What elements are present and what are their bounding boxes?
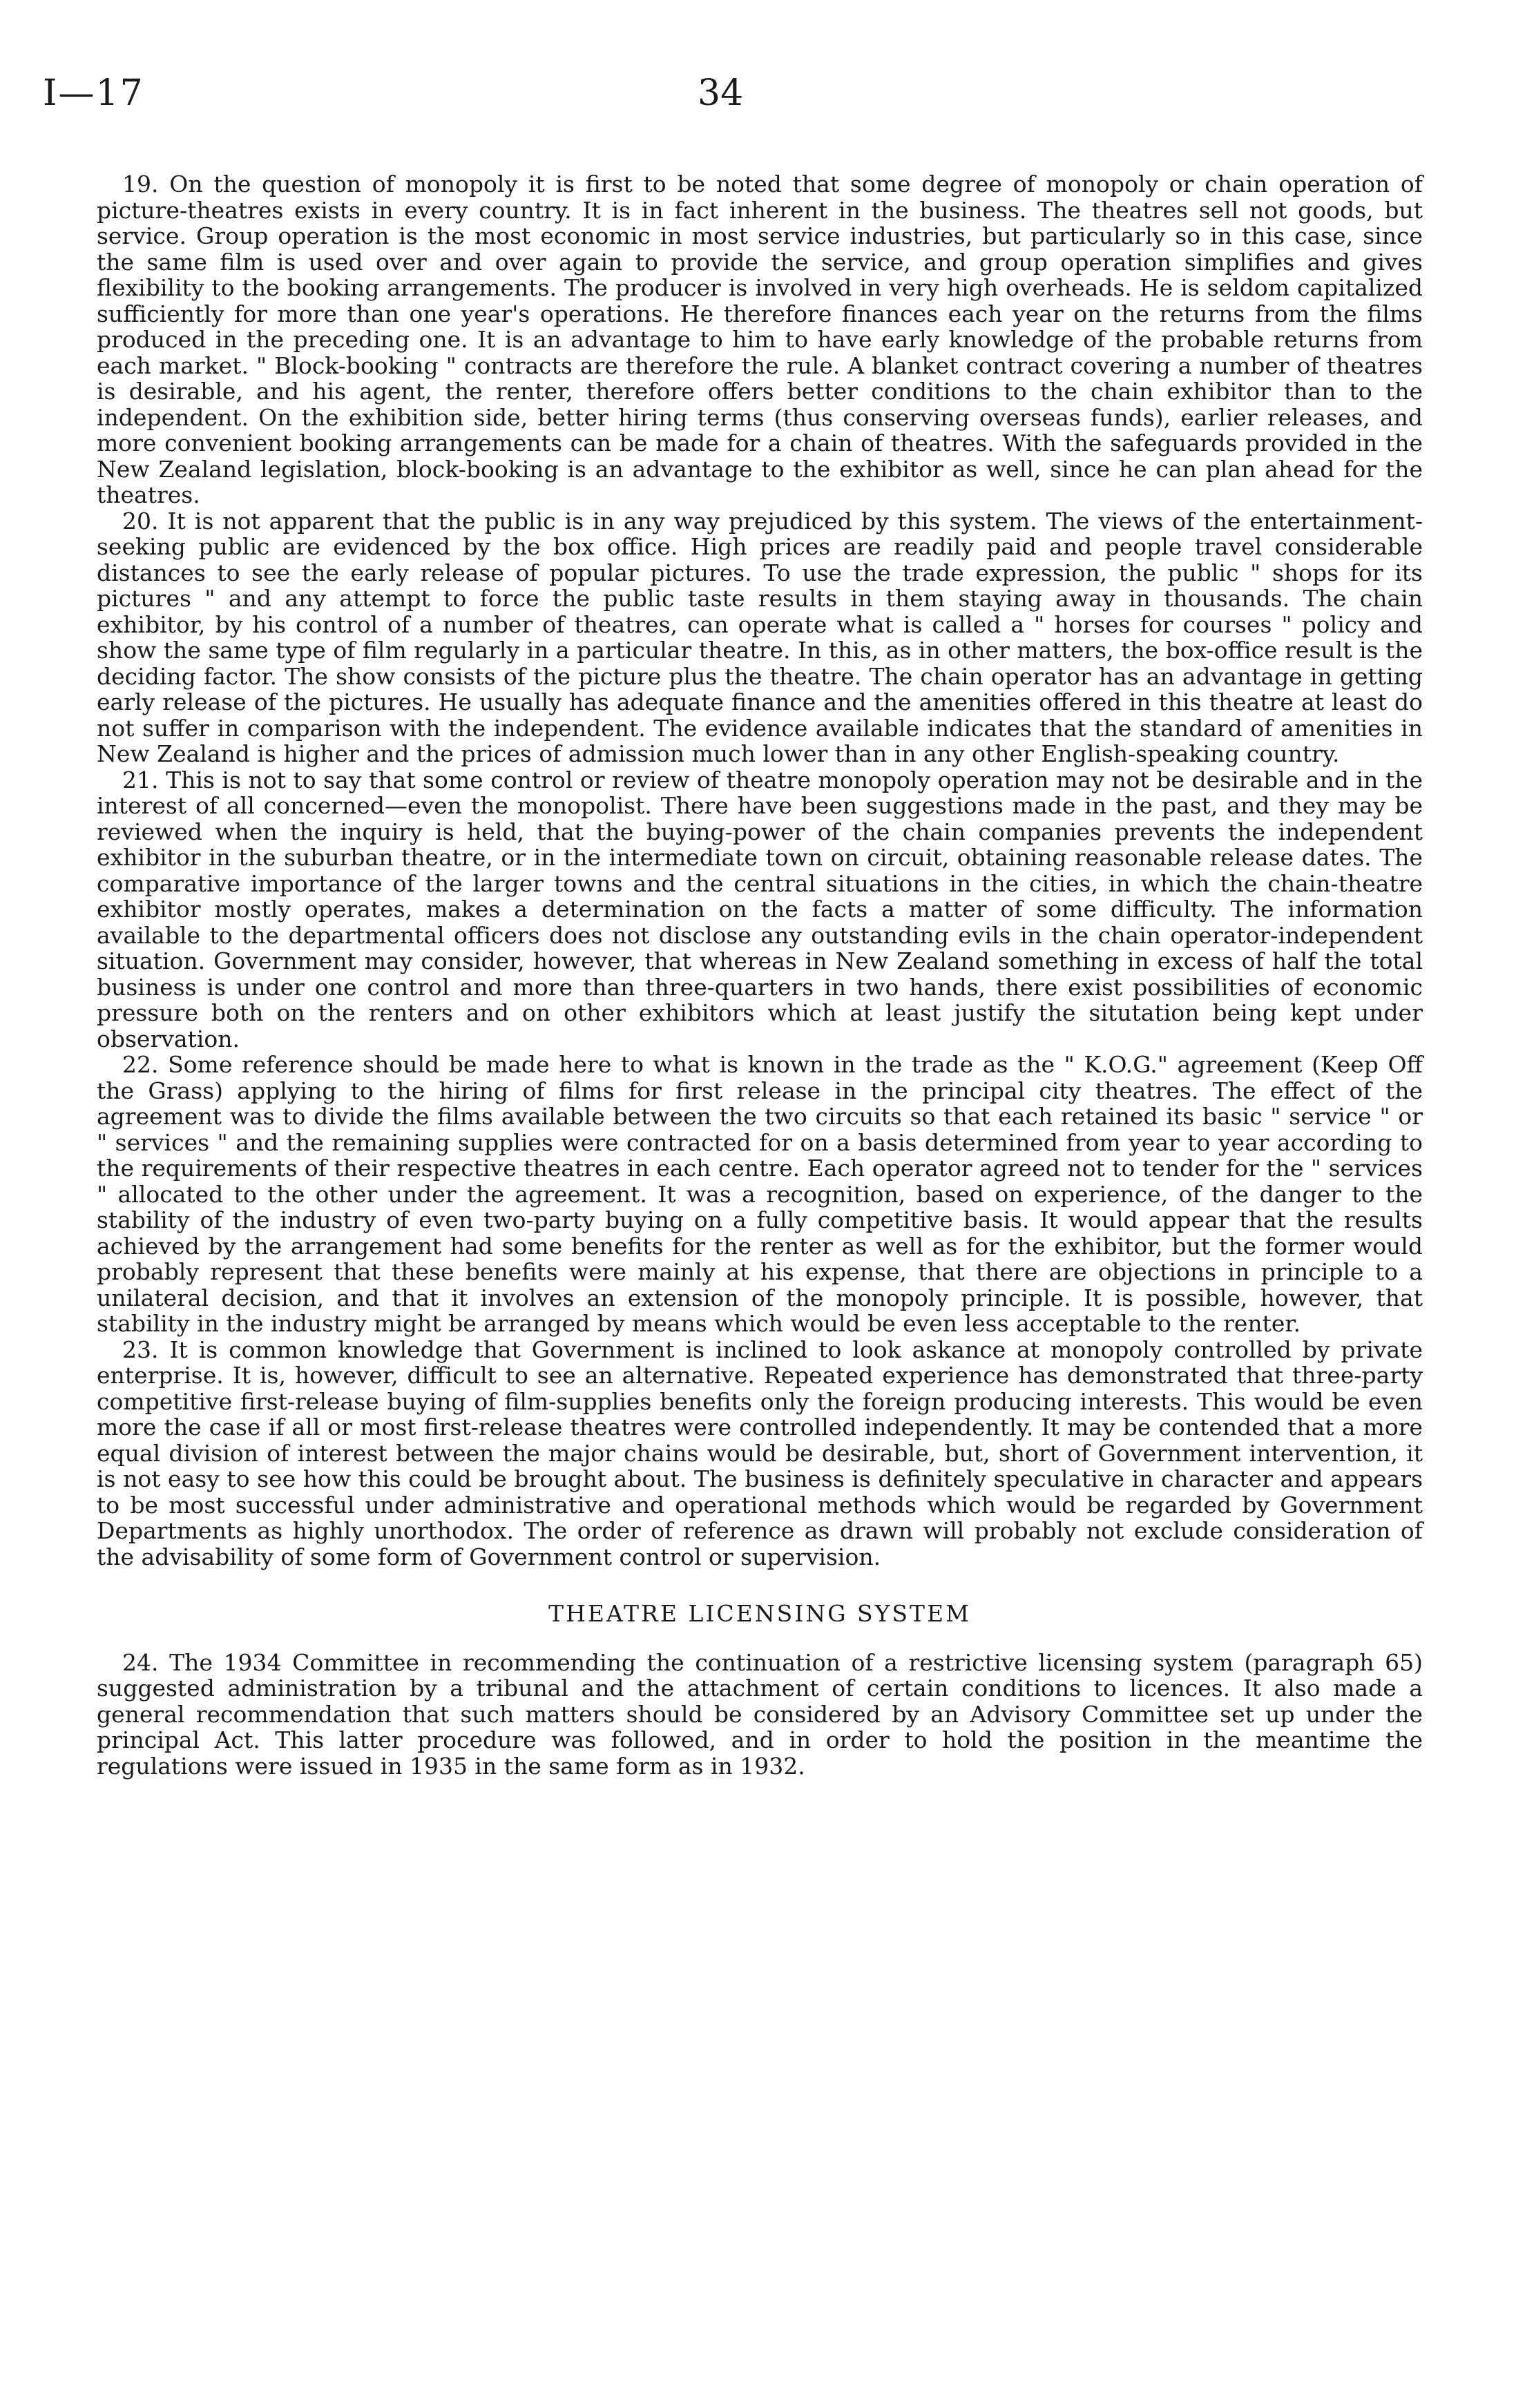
paragraph-22: 22. Some reference should be made here to what is known in the trade as the " K.O.G." agreement (Keep Off the Grass) applying to the hiring of films for first release in the principal city theatres. The effect of the agreement was to divide the films available between the two circuits so that each retained its basic " service " or " services " and the remaining supplies were contracted for on a basis determined from year to year according to the requirements of their respective theatres in each centre. Each operator agreed not to tender for the " services " allocated to the other under the agreement. It was a recognition, based on experience, of the danger to the stability of the industry of even two-party buying on a fully competitive basis. It would appear that the results achieved by the arrangement had some benefits for the renter as well as for the exhibitor, but the former would probably represent that these benefits were mainly at his expense, that there are objections in principle to a unilateral decision, and that it involves an extension of the monopoly principle. It is possible, however, that stability in the industry might be arranged by means which would be even less acceptable to the renter. bbox=[97, 1051, 1423, 1337]
body-text bbox=[97, 171, 1423, 1779]
paragraph-23: 23. It is common knowledge that Government is inclined to look askance at monopoly controlled by private enterprise. It is, however, difficult to see an alternative. Repeated experience has demonstrated that three-party competitive first-release buying of film-supplies benefits only the foreign producing interests. This would be even more the case if all or most first-release theatres were controlled independently. It may be contended that a more equal division of interest between the major chains would be desirable, but, short of Government intervention, it is not easy to see how this could be brought about. The business is definitely speculative in character and appears to be most successful under administrative and operational methods which would be regarded by Government Departments as highly unorthodox. The order of reference as drawn will probably not exclude consideration of the advisability of some form of Government control or supervision. bbox=[97, 1336, 1423, 1570]
section-heading: THEATRE LICENSING SYSTEM bbox=[548, 1600, 971, 1627]
paragraph-20: 20. It is not apparent that the public is in any way prejudiced by this system. The views of the entertainment-seeking public are evidenced by the box office. High prices are readily paid and people travel considerable distances to see the early release of popular pictures. To use the trade expression, the public " shops for its pictures " and any attempt to force the public taste results in them staying away in thousands. The chain exhibitor, by his control of a number of theatres, can operate what is called a " horses for courses " policy and show the same type of film regularly in a particular theatre. In this, as in other matters, the box-office result is the deciding factor. The show consists of the picture plus the theatre. The chain operator has an advantage in getting early release of the pictures. He usually has adequate finance and the amenities offered in this theatre at least do not suffer in comparison with the independent. The evidence available indicates that the standard of amenities in New Zealand is higher and the prices of admission much lower than in any other English-speaking country. bbox=[97, 507, 1423, 767]
document-code: I—17 bbox=[43, 73, 144, 114]
paragraph-21: 21. This is not to say that some control or review of theatre monopoly operation may not be desirable and in the interest of all concerned—even the monopolist. There have been suggestions made in the past, and they may be reviewed when the inquiry is held, that the buying-power of the chain companies prevents the independent exhibitor in the suburban theatre, or in the intermediate town on circuit, obtaining reasonable release dates. The comparative importance of the larger towns and the central situations in the cities, in which the chain-theatre exhibitor mostly operates, makes a determination on the facts a matter of some difficulty. The information available to the departmental officers does not disclose any outstanding evils in the chain operator-independent situation. Government may consider, however, that whereas in New Zealand something in excess of half the total business is under one control and more than three-quarters in two hands, there exist possibilities of economic pressure both on the renters and on other exhibitors which at least justify the situtation being kept under observation. bbox=[97, 766, 1423, 1052]
paragraph-19: 19. On the question of monopoly it is first to be noted that some degree of monopoly or chain operation of picture-theatres exists in every country. It is in fact inherent in the business. The theatres sell not goods, but service. Group operation is the most economic in most service industries, but particularly so in this case, since the same film is used over and over again to provide the service, and group operation simplifies and gives flexibility to the booking arrangements. The producer is involved in very high overheads. He is seldom capitalized sufficiently for more than one year's operations. He therefore finances each year on the returns from the films produced in the preceding one. It is an advantage to him to have early knowledge of the probable returns from each market. " Block-booking " contracts are therefore the rule. A blanket contract covering a number of theatres is desirable, and his agent, the renter, therefore offers better conditions to the chain exhibitor than to the independent. On the exhibition side, better hiring terms (thus conserving overseas funds), earlier releases, and more convenient booking arrangements can be made for a chain of theatres. With the safeguards provided in the New Zealand legislation, block-booking is an advantage to the exhibitor as well, since he can plan ahead for the theatres. bbox=[97, 171, 1423, 508]
page-number: 34 bbox=[698, 73, 744, 114]
paragraph-24: 24. The 1934 Committee in recommending the continuation of a restrictive licensing system (paragraph 65) suggested administration by a tribunal and the attachment of certain conditions to licences. It also made a general recommendation that such matters should be considered by an Advisory Committee set up under the principal Act. This latter procedure was followed, and in order to hold the position in the meantime the regulations were issued in 1935 in the same form as in 1932. bbox=[97, 1648, 1423, 1780]
